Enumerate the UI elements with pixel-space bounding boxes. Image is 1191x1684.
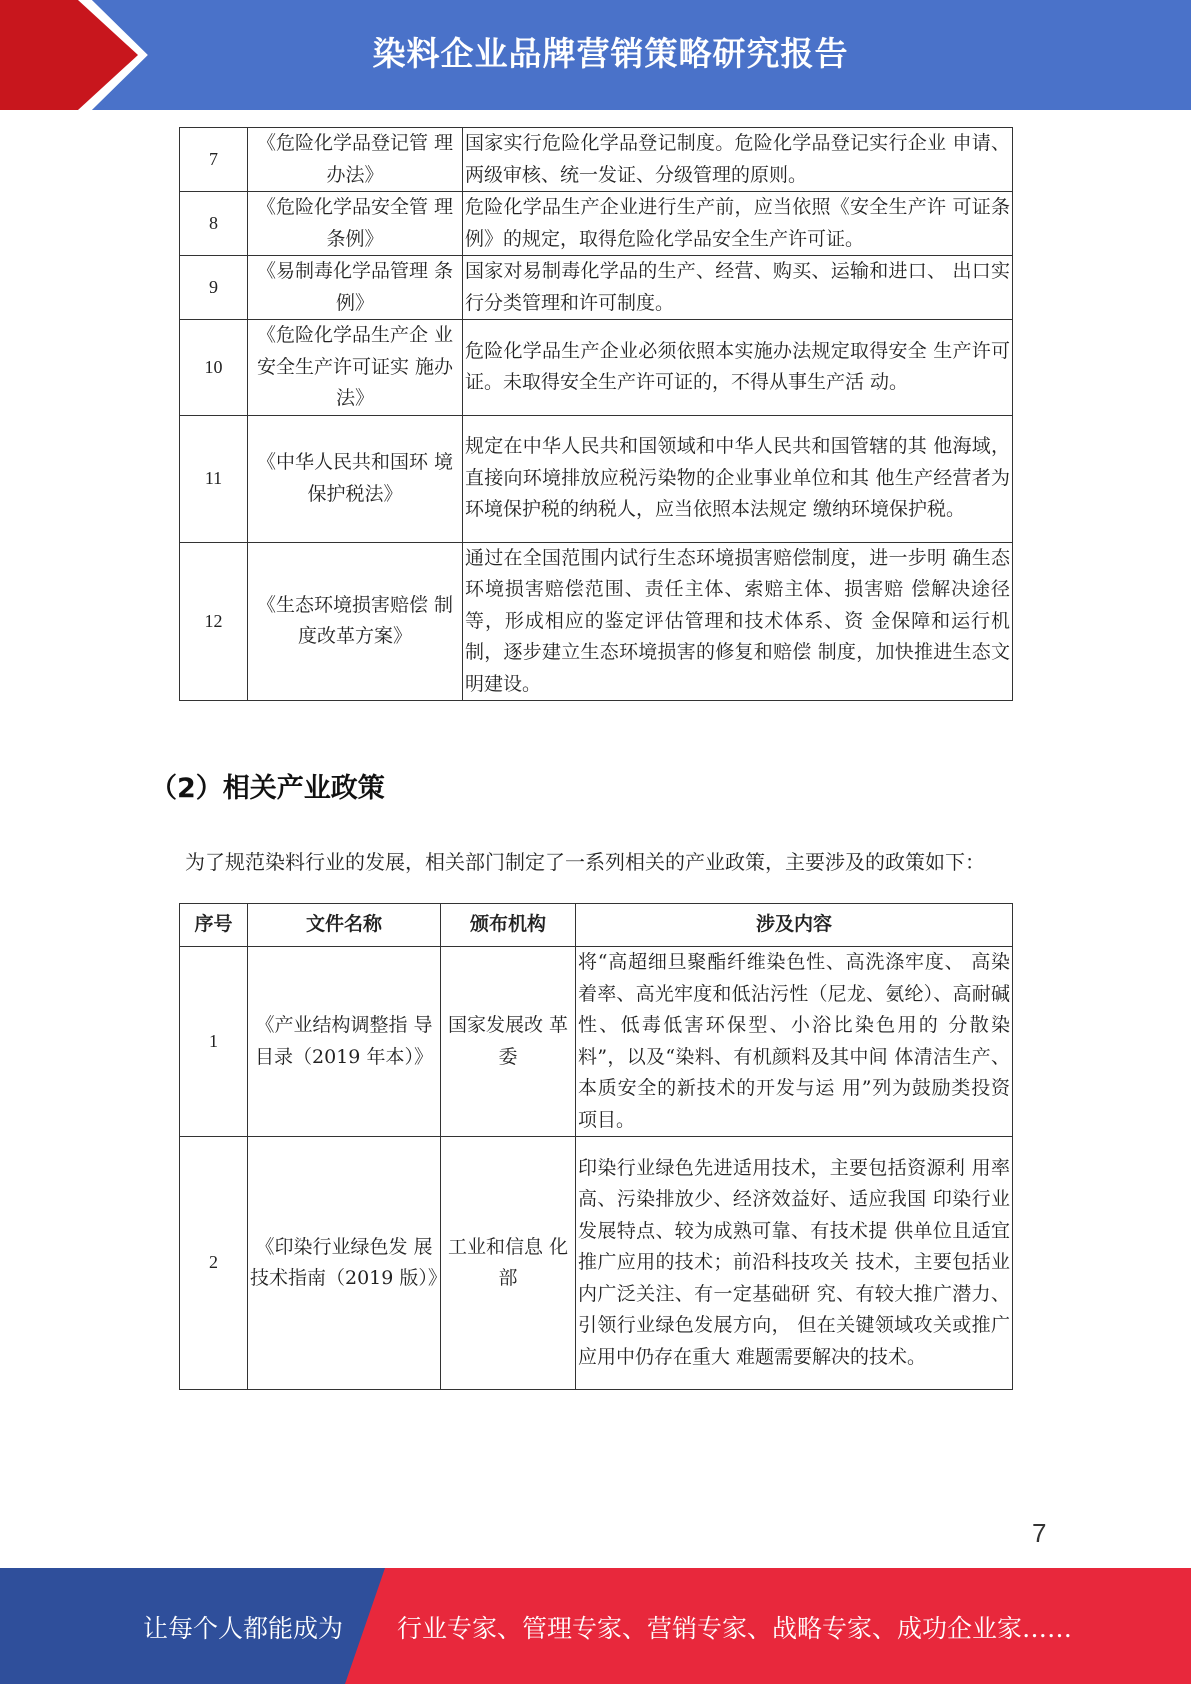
document-content: 国家对易制毒化学品的生产、经营、购买、运输和进口、 出口实行分类管理和许可制度。 — [463, 256, 1013, 320]
document-name: 《产业结构调整指 导目录（2019 年本）》 — [248, 947, 441, 1137]
document-content: 将“高超细旦聚酯纤维染色性、高洗涤牢度、 高染着率、高光牢度和低沾污性（尼龙、氨纶）、高耐碱性、低毒低害环保型、小浴比染色用的 分散染料”，以及“染料、有机颜料及其中间 体清洁生产、本质安全的新技术的开发与运 用”列为鼓励类投资项目。 — [576, 947, 1013, 1137]
document-content: 国家实行危险化学品登记制度。危险化学品登记实行企业 申请、两级审核、统一发证、分级管理的原则。 — [463, 128, 1013, 192]
column-header-content: 涉及内容 — [576, 904, 1013, 947]
table-row — [180, 320, 1013, 416]
document-content: 危险化学品生产企业必须依照本实施办法规定取得安全 生产许可证。未取得安全生产许可证的，不得从事生产活 动。 — [463, 320, 1013, 416]
industry-policy-table — [179, 903, 1013, 1390]
row-number: 1 — [180, 947, 248, 1137]
document-name: 《易制毒化学品管理 条例》 — [248, 256, 463, 320]
page-footer — [0, 1568, 1191, 1684]
document-content: 通过在全国范围内试行生态环境损害赔偿制度，进一步明 确生态环境损害赔偿范围、责任主体、索赔主体、损害赔 偿解决途径等，形成相应的鉴定评估管理和技术体系、资 金保障和运行机制，逐步建立生态环境损害的修复和赔偿 制度，加快推进生态文明建设。 — [463, 542, 1013, 701]
row-number: 12 — [180, 542, 248, 701]
table-row — [180, 947, 1013, 1137]
row-number: 10 — [180, 320, 248, 416]
document-name: 《危险化学品登记管 理办法》 — [248, 128, 463, 192]
document-name: 《生态环境损害赔偿 制度改革方案》 — [248, 542, 463, 701]
column-header-name: 文件名称 — [248, 904, 441, 947]
document-name: 《危险化学品安全管 理条例》 — [248, 192, 463, 256]
column-header-org: 颁布机构 — [441, 904, 576, 947]
issuing-agency: 国家发展改 革委 — [441, 947, 576, 1137]
table-row — [180, 128, 1013, 192]
table-header-row — [180, 904, 1013, 947]
row-number: 11 — [180, 415, 248, 542]
row-number: 7 — [180, 128, 248, 192]
table-row — [180, 542, 1013, 701]
table-row — [180, 1137, 1013, 1390]
section-intro: 为了规范染料行业的发展，相关部门制定了一系列相关的产业政策，主要涉及的政策如下： — [185, 850, 985, 874]
issuing-agency: 工业和信息 化部 — [441, 1137, 576, 1390]
row-number: 8 — [180, 192, 248, 256]
table-row — [180, 415, 1013, 542]
document-name: 《中华人民共和国环 境保护税法》 — [248, 415, 463, 542]
column-header-number: 序号 — [180, 904, 248, 947]
page-header — [0, 0, 1191, 110]
table-row — [180, 192, 1013, 256]
section-heading: （2）相关产业政策 — [150, 773, 385, 804]
regulations-table — [179, 127, 1013, 701]
page-number: 7 — [1032, 1518, 1047, 1548]
table-row — [180, 256, 1013, 320]
document-name: 《印染行业绿色发 展技术指南（2019 版）》 — [248, 1137, 441, 1390]
report-title: 染料企业品牌营销策略研究报告 — [372, 34, 849, 73]
footer-slogan-right: 行业专家、管理专家、营销专家、战略专家、成功企业家…… — [397, 1614, 1073, 1643]
row-number: 9 — [180, 256, 248, 320]
document-name: 《危险化学品生产企 业安全生产许可证实 施办法》 — [248, 320, 463, 416]
document-content: 规定在中华人民共和国领域和中华人民共和国管辖的其 他海域，直接向环境排放应税污染物的企业事业单位和其 他生产经营者为环境保护税的纳税人，应当依照本法规定 缴纳环境保护税。 — [463, 415, 1013, 542]
document-content: 印染行业绿色先进适用技术，主要包括资源利 用率高、污染排放少、经济效益好、适应我国 印染行业发展特点、较为成熟可靠、有技术提 供单位且适宜推广应用的技术；前沿科技攻关 技术，主要包括业内广泛关注、有一定基础研 究、有较大推广潜力、引领行业绿色发展方向， 但在关键领域攻关或推广应用中仍存在重大 难题需要解决的技术。 — [576, 1137, 1013, 1390]
row-number: 2 — [180, 1137, 248, 1390]
footer-slogan-left: 让每个人都能成为 — [143, 1614, 344, 1643]
document-content: 危险化学品生产企业进行生产前，应当依照《安全生产许 可证条例》的规定，取得危险化学品安全生产许可证。 — [463, 192, 1013, 256]
